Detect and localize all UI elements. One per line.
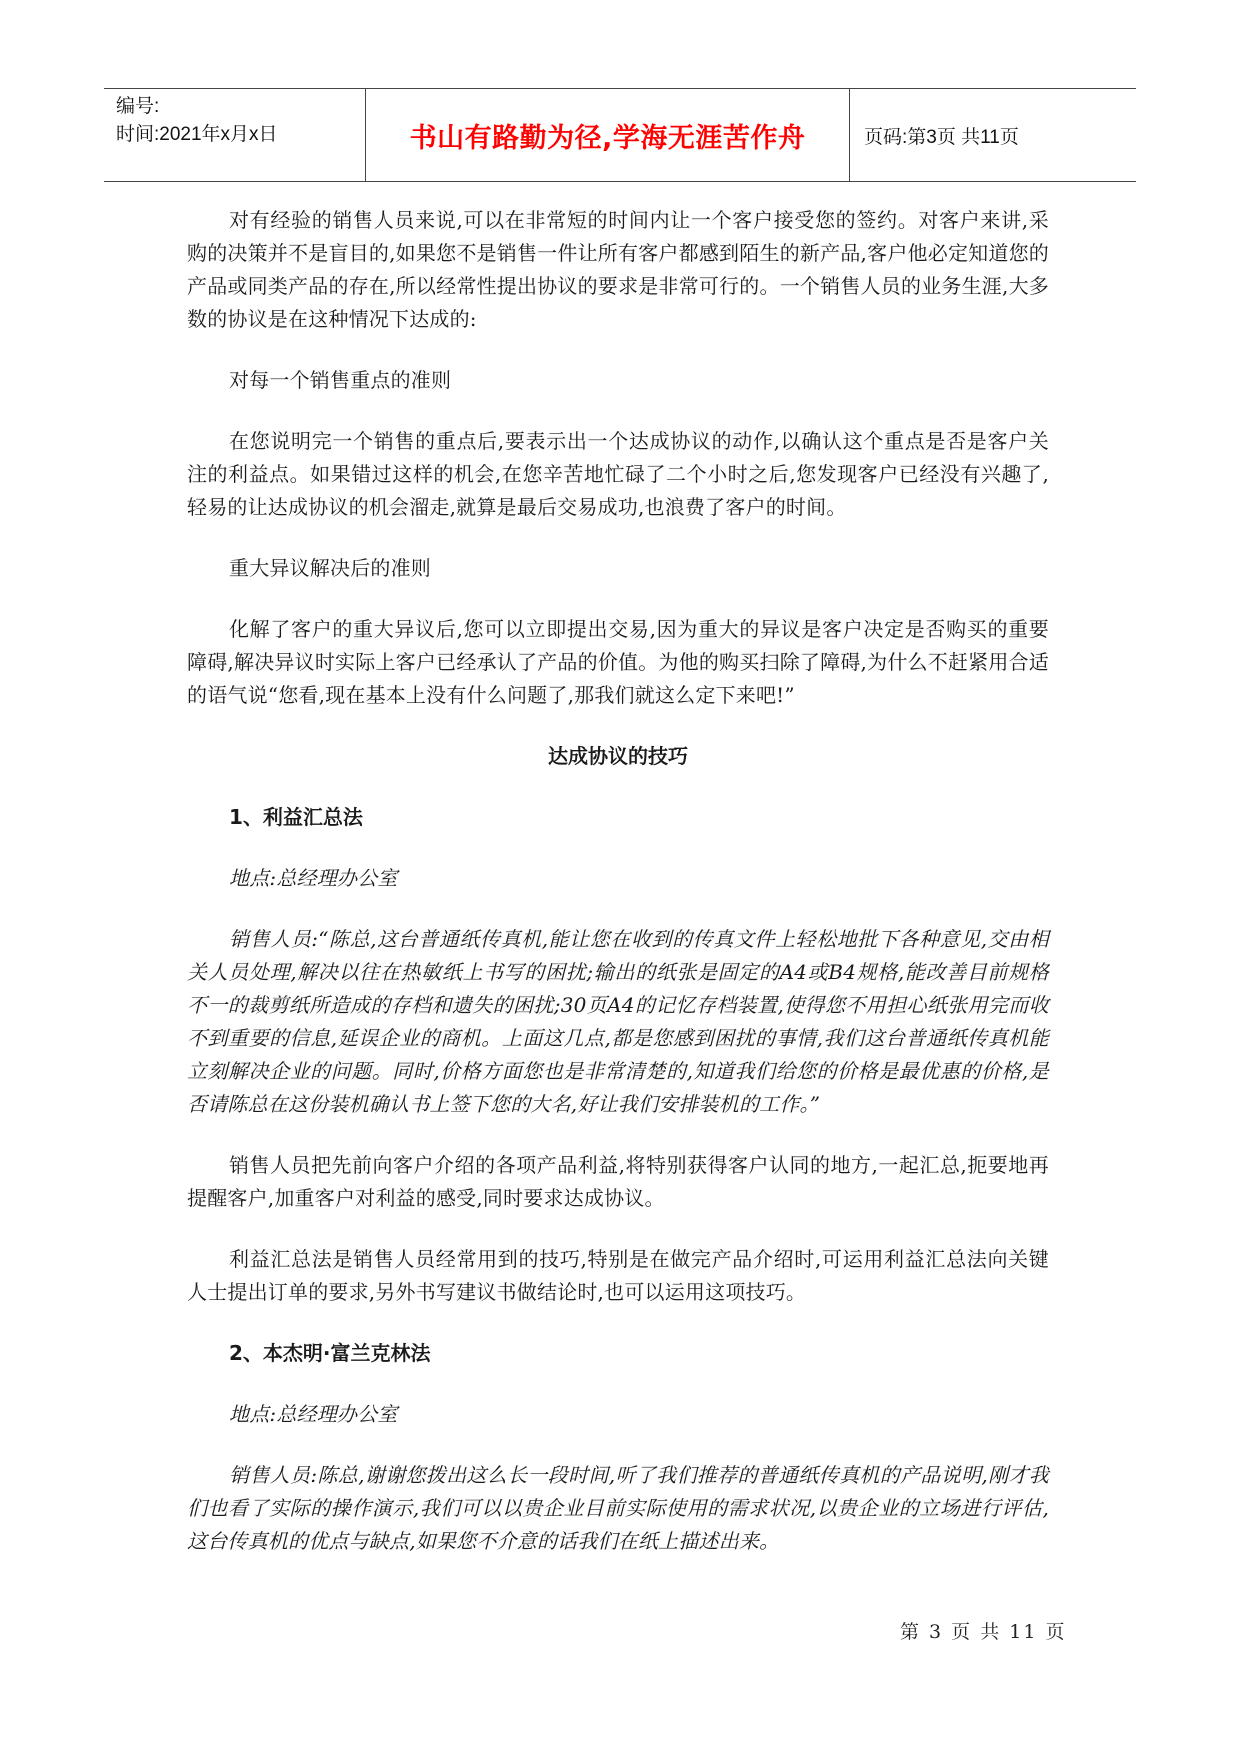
header-page-info: 页码:第3页 共11页 (864, 126, 1019, 148)
paragraph: 利益汇总法是销售人员经常用到的技巧,特别是在做完产品介绍时,可运用利益汇总法向关键人士提出订单的要求,另外书写建议书做结论时,也可以运用这项技巧。 (187, 1247, 1049, 1304)
scene-location: 地点:总经理办公室 (229, 1402, 398, 1426)
header-meta (104, 89, 366, 181)
page-header (104, 88, 1136, 182)
document-body (187, 204, 1049, 1558)
document-date: 时间:2021年x月x日 (116, 124, 278, 145)
paragraph: 销售人员把先前向客户介绍的各项产品利益,将特别获得客户认同的地方,一起汇总,扼要地再提醒客户,加重客户对利益的感受,同时要求达成协议。 (187, 1153, 1049, 1210)
header-motto: 书山有路勤为径,学海无涯苦作舟 (366, 89, 850, 181)
subsection-heading: 1、利益汇总法 (229, 805, 363, 829)
paragraph: 化解了客户的重大异议后,您可以立即提出交易,因为重大的异议是客户决定是否购买的重要障碍,解决异议时实际上客户已经承认了产品的价值。为他的购买扫除了障碍,为什么不赶紧用合适的语气说“您看,现在基本上没有什么问题了,那我们就这么定下来吧!” (187, 617, 1049, 707)
paragraph: 重大异议解决后的准则 (229, 556, 431, 580)
page-footer: 第 3 页 共 11 页 (900, 1621, 1067, 1643)
scene-location: 地点:总经理办公室 (229, 866, 398, 890)
dialog-paragraph: 销售人员:陈总,谢谢您拨出这么长一段时间,听了我们推荐的普通纸传真机的产品说明,刚才我们也看了实际的操作演示,我们可以以贵企业目前实际使用的需求状况,以贵企业的立场进行评估,这台传真机的优点与缺点,如果您不介意的话我们在纸上描述出来。 (187, 1463, 1049, 1553)
paragraph: 在您说明完一个销售的重点后,要表示出一个达成协议的动作,以确认这个重点是否是客户关注的利益点。如果错过这样的机会,在您辛苦地忙碌了二个小时之后,您发现客户已经没有兴趣了,轻易的让达成协议的机会溜走,就算是最后交易成功,也浪费了客户的时间。 (187, 429, 1049, 519)
subsection-heading: 2、本杰明·富兰克林法 (229, 1341, 431, 1365)
paragraph: 对每一个销售重点的准则 (229, 368, 452, 392)
section-title: 达成协议的技巧 (548, 744, 688, 768)
document-number-label: 编号: (116, 96, 160, 117)
dialog-paragraph: 销售人员:“陈总,这台普通纸传真机,能让您在收到的传真文件上轻松地批下各种意见,交由相关人员处理,解决以往在热敏纸上书写的困扰;输出的纸张是固定的A4或B4规格,能改善目前规格不一的裁剪纸所造成的存档和遗失的困扰;30页A4的记忆存档装置,使得您不用担心纸张用完而收不到重要的信息,延误企业的商机。上面这几点,都是您感到困扰的事情,我们这台普通纸传真机能立刻解决企业的问题。同时,价格方面您也是非常清楚的,知道我们给您的价格是最优惠的价格,是否请陈总在这份装机确认书上签下您的大名,好让我们安排装机的工作。” (187, 927, 1049, 1116)
paragraph: 对有经验的销售人员来说,可以在非常短的时间内让一个客户接受您的签约。对客户来讲,采购的决策并不是盲目的,如果您不是销售一件让所有客户都感到陌生的新产品,客户他必定知道您的产品或同类产品的存在,所以经常性提出协议的要求是非常可行的。一个销售人员的业务生涯,大多数的协议是在这种情况下达成的: (187, 208, 1049, 331)
